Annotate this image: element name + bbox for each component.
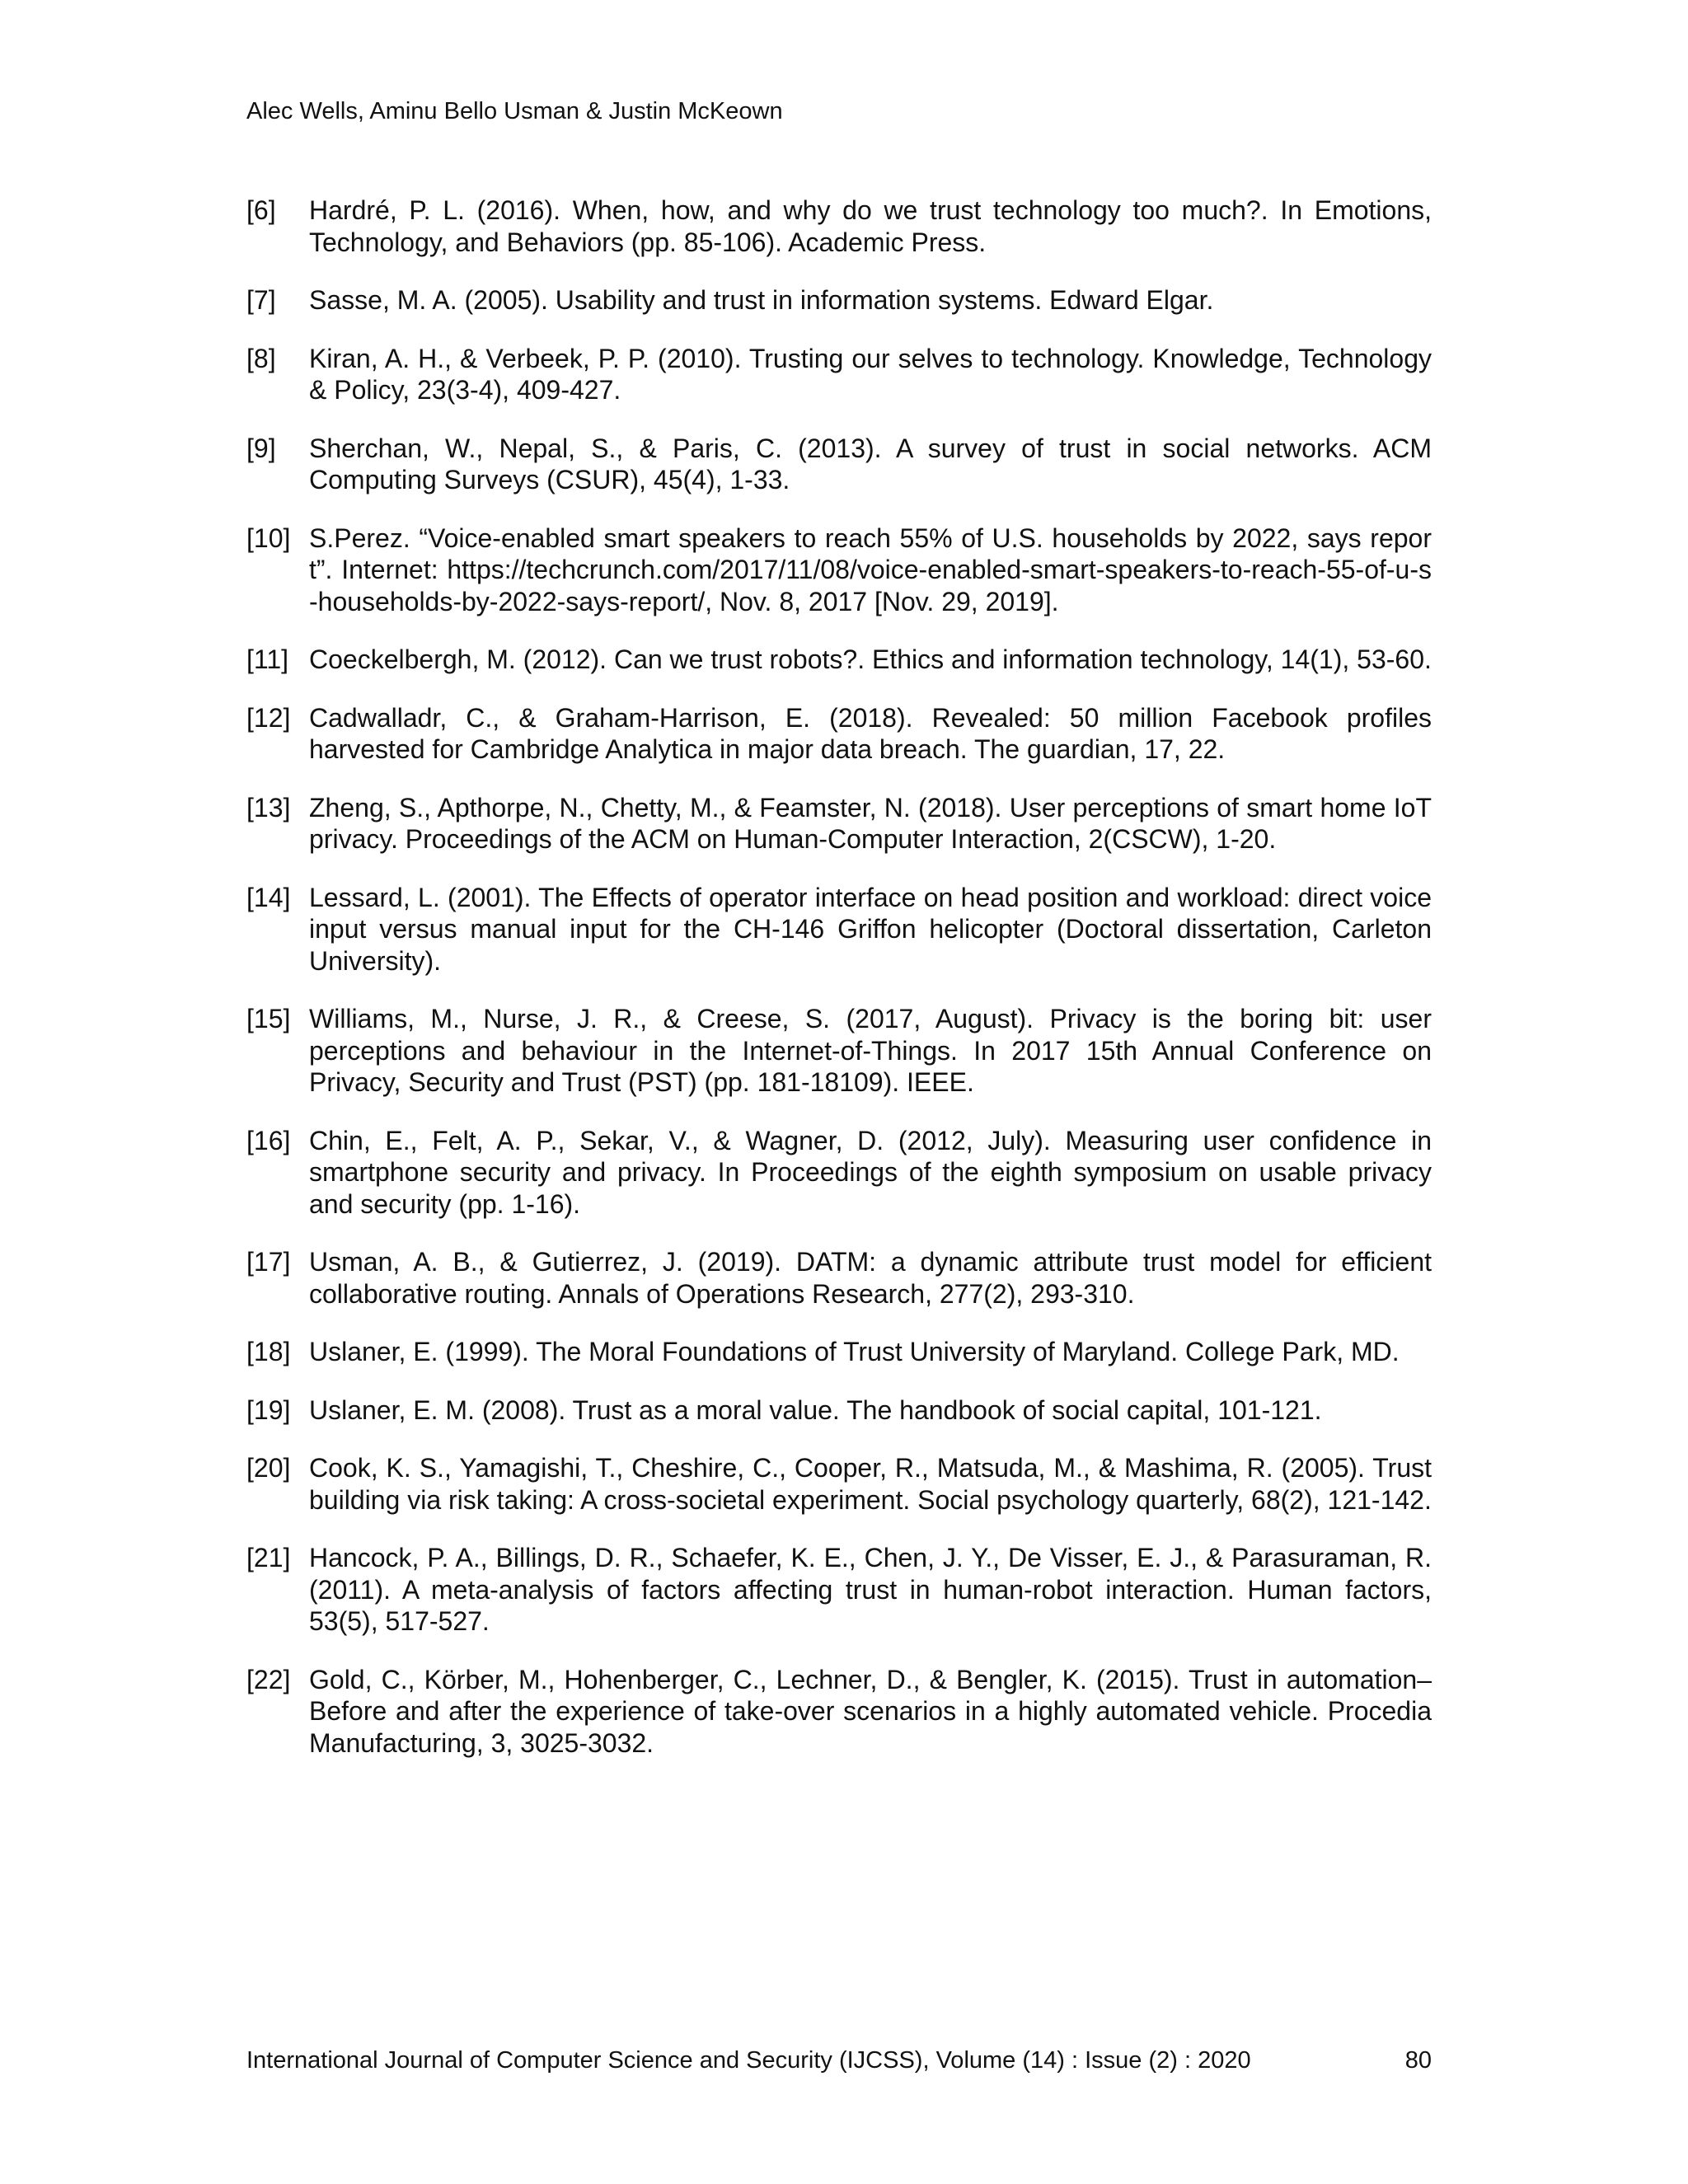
running-header-authors: Alec Wells, Aminu Bello Usman & Justin McKeown: [246, 98, 783, 124]
reference-number: [14]: [246, 882, 291, 912]
reference-text: Zheng, S., Apthorpe, N., Chetty, M., & Feamster, N. (2018). User perceptions of smart home IoT privacy. Proceedings of the ACM on Human-Computer Interaction, 2(CSCW), 1-20.: [309, 792, 1432, 854]
reference-item: [246, 644, 1432, 676]
reference-number: [19]: [246, 1394, 291, 1425]
reference-item: [246, 194, 1432, 258]
reference-text: Sasse, M. A. (2005). Usability and trust in information systems. Edward Elgar.: [309, 285, 1214, 315]
reference-item: [246, 523, 1432, 618]
reference-item: [246, 1452, 1432, 1516]
page-footer: [246, 2046, 1432, 2075]
footer-journal-citation: International Journal of Computer Science and Security (IJCSS), Volume (14) : Issue (2) : 2020: [246, 2047, 1251, 2074]
reference-item: [246, 702, 1432, 766]
page-number: 80: [1404, 2047, 1432, 2074]
reference-number: [13]: [246, 792, 291, 823]
reference-list: [246, 194, 1432, 1785]
reference-text: Coeckelbergh, M. (2012). Can we trust robots?. Ethics and information technology, 14(1), 53-60.: [309, 644, 1432, 674]
reference-text: Sherchan, W., Nepal, S., & Paris, C. (2013). A survey of trust in social networks. ACM Computing Surveys (CSUR), 45(4), 1-33.: [309, 433, 1432, 494]
reference-item: [246, 1542, 1432, 1638]
reference-item: [246, 792, 1432, 855]
reference-text: Lessard, L. (2001). The Effects of operator interface on head position and workload: direct voice input versus manual input for the CH-146 Griffon helicopter (Doctoral dissertation, Carleton University).: [309, 882, 1432, 976]
reference-text: Uslaner, E. M. (2008). Trust as a moral value. The handbook of social capital, 101-121.: [309, 1394, 1322, 1425]
reference-item: [246, 1664, 1432, 1760]
reference-text: S.Perez. “Voice-enabled smart speakers to reach 55% of U.S. households by 2022, says report”. Internet: https://techcrunch.com/2017/11/08/voice-enabled-smart-speakers-to-reach-55-of-u-s-households-by-2022-says-report/, Nov. 8, 2017 [Nov. 29, 2019].: [309, 523, 1432, 616]
reference-text: Hardré, P. L. (2016). When, how, and why do we trust technology too much?. In Emotions, Technology, and Behaviors (pp. 85-106). Academic Press.: [309, 195, 1432, 257]
reference-number: [18]: [246, 1337, 291, 1366]
reference-number: [22]: [246, 1664, 291, 1694]
reference-number: [10]: [246, 523, 291, 553]
reference-text: Cadwalladr, C., & Graham-Harrison, E. (2018). Revealed: 50 million Facebook profiles harvested for Cambridge Analytica in major data breach. The guardian, 17, 22.: [309, 702, 1432, 764]
reference-text: Usman, A. B., & Gutierrez, J. (2019). DATM: a dynamic attribute trust model for efficient collaborative routing. Annals of Operations Research, 277(2), 293-310.: [309, 1247, 1432, 1309]
reference-item: [246, 343, 1432, 406]
reference-item: [246, 1336, 1432, 1368]
reference-number: [9]: [246, 433, 276, 463]
reference-number: [15]: [246, 1004, 291, 1033]
reference-number: [16]: [246, 1125, 291, 1155]
reference-item: [246, 1246, 1432, 1310]
reference-text: Chin, E., Felt, A. P., Sekar, V., & Wagner, D. (2012, July). Measuring user confidence in smartphone security and privacy. In Proceedings of the eighth symposium on usable privacy and security (pp. 1-16).: [309, 1125, 1432, 1219]
reference-item: [246, 1394, 1432, 1427]
reference-number: [17]: [246, 1247, 291, 1277]
reference-text: Gold, C., Körber, M., Hohenberger, C., Lechner, D., & Bengler, K. (2015). Trust in automation–Before and after the experience of take-over scenarios in a highly automated vehicle. Procedia Manufacturing, 3, 3025-3032.: [309, 1664, 1432, 1758]
reference-number: [21]: [246, 1543, 291, 1572]
reference-item: [246, 882, 1432, 977]
reference-number: [20]: [246, 1453, 291, 1483]
reference-text: Kiran, A. H., & Verbeek, P. P. (2010). Trusting our selves to technology. Knowledge, Technology & Policy, 23(3-4), 409-427.: [309, 343, 1432, 405]
reference-number: [7]: [246, 285, 276, 315]
reference-text: Uslaner, E. (1999). The Moral Foundations of Trust University of Maryland. College Park, MD.: [309, 1337, 1400, 1366]
reference-number: [12]: [246, 702, 291, 733]
reference-number: [11]: [246, 644, 288, 674]
reference-text: Hancock, P. A., Billings, D. R., Schaefer, K. E., Chen, J. Y., De Visser, E. J., & Parasuraman, R. (2011). A meta-analysis of factors affecting trust in human-robot interaction. Human factors, 53(5), 517-527.: [309, 1543, 1432, 1636]
reference-item: [246, 1125, 1432, 1221]
reference-text: Cook, K. S., Yamagishi, T., Cheshire, C., Cooper, R., Matsuda, M., & Mashima, R. (2005). Trust building via risk taking: A cross-societal experiment. Social psychology quarterly, 68(2), 121-142.: [309, 1453, 1432, 1515]
reference-number: [8]: [246, 343, 276, 373]
reference-item: [246, 1003, 1432, 1099]
reference-text: Williams, M., Nurse, J. R., & Creese, S. (2017, August). Privacy is the boring bit: user perceptions and behaviour in the Internet-of-Things. In 2017 15th Annual Conference on Privacy, Security and Trust (PST) (pp. 181-18109). IEEE.: [309, 1004, 1432, 1097]
reference-item: [246, 284, 1432, 316]
reference-number: [6]: [246, 195, 276, 225]
reference-item: [246, 433, 1432, 496]
